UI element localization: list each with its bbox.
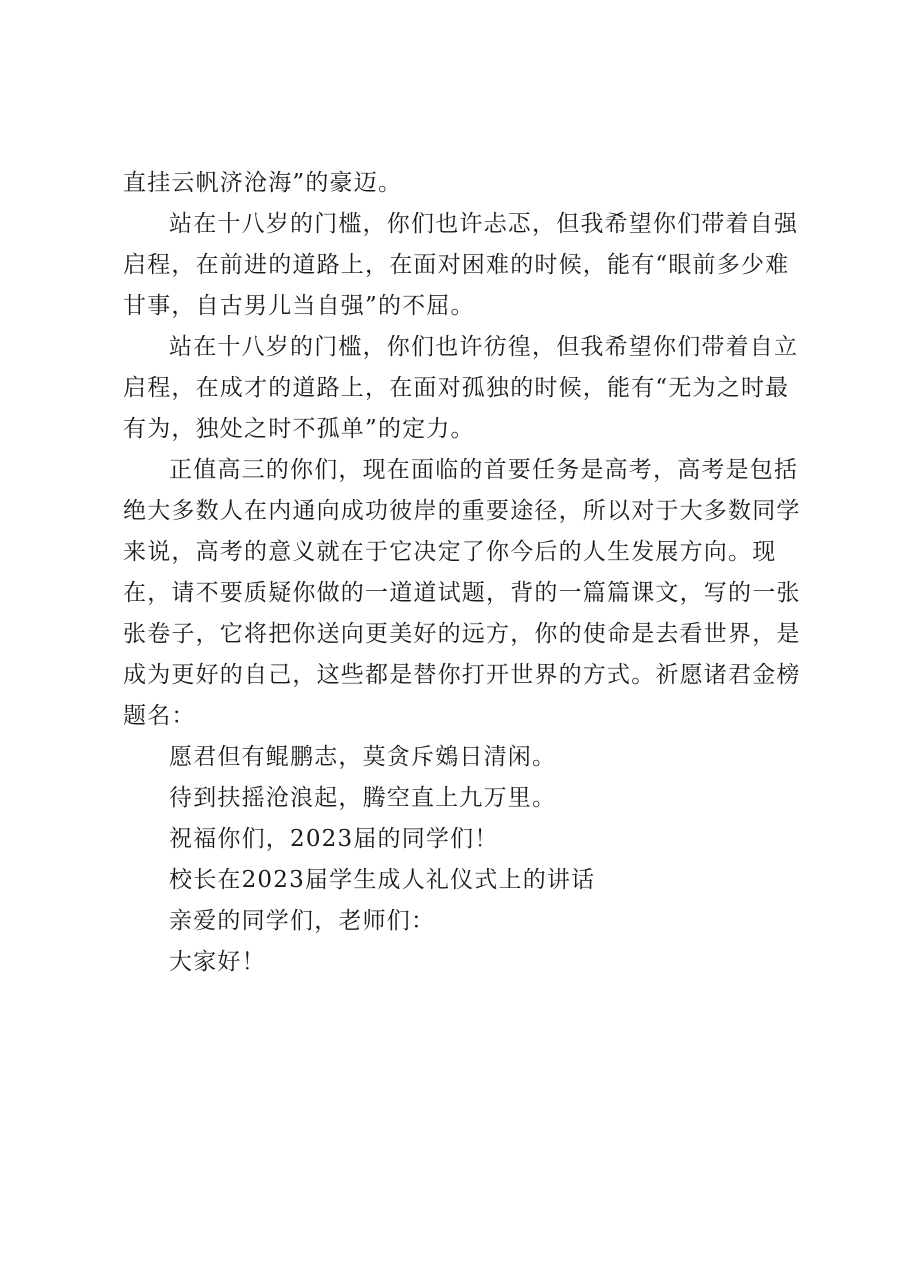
paragraph: 正值高三的你们，现在面临的首要任务是高考，高考是包括绝大多数人在内通向成功彼岸的重要途径，所以对于大多数同学来说，高考的意义就在于它决定了你今后的人生发展方向。现在，请不要质疑你做的一道道试题，背的一篇篇课文，写的一张张卷子，它将把你送向更美好的远方，你的使命是去看世界，是成为更好的自己，这些都是替你打开世界的方式。祈愿诸君金榜题名： bbox=[123, 457, 801, 729]
poem-line: 愿君但有鲲鹏志，莫贪斥鴳日清闲。 bbox=[169, 744, 557, 770]
paragraph: 站在十八岁的门槛，你们也许彷徨，但我希望你们带着自立启程，在成才的道路上，在面对孤独的时候，能有“无为之时最有为，独处之时不孤单”的定力。 bbox=[123, 334, 799, 442]
salutation-line: 亲爱的同学们，老师们： bbox=[169, 908, 436, 934]
paragraph: 直挂云帆济沧海”的豪迈。 bbox=[123, 170, 403, 196]
paragraph: 站在十八岁的门槛，你们也许忐忑，但我希望你们带着自强启程，在前进的道路上，在面对困难的时候，能有“眼前多少难甘事，自古男儿当自强”的不屈。 bbox=[123, 211, 799, 319]
greeting-line: 大家好！ bbox=[169, 949, 266, 975]
poem-line: 待到扶摇沧浪起，腾空直上九万里。 bbox=[169, 785, 557, 811]
blessing-line: 祝福你们，2023届的同学们！ bbox=[169, 826, 499, 852]
speech-title: 校长在2023届学生成人礼仪式上的讲话 bbox=[169, 867, 596, 893]
document-body bbox=[123, 163, 813, 983]
